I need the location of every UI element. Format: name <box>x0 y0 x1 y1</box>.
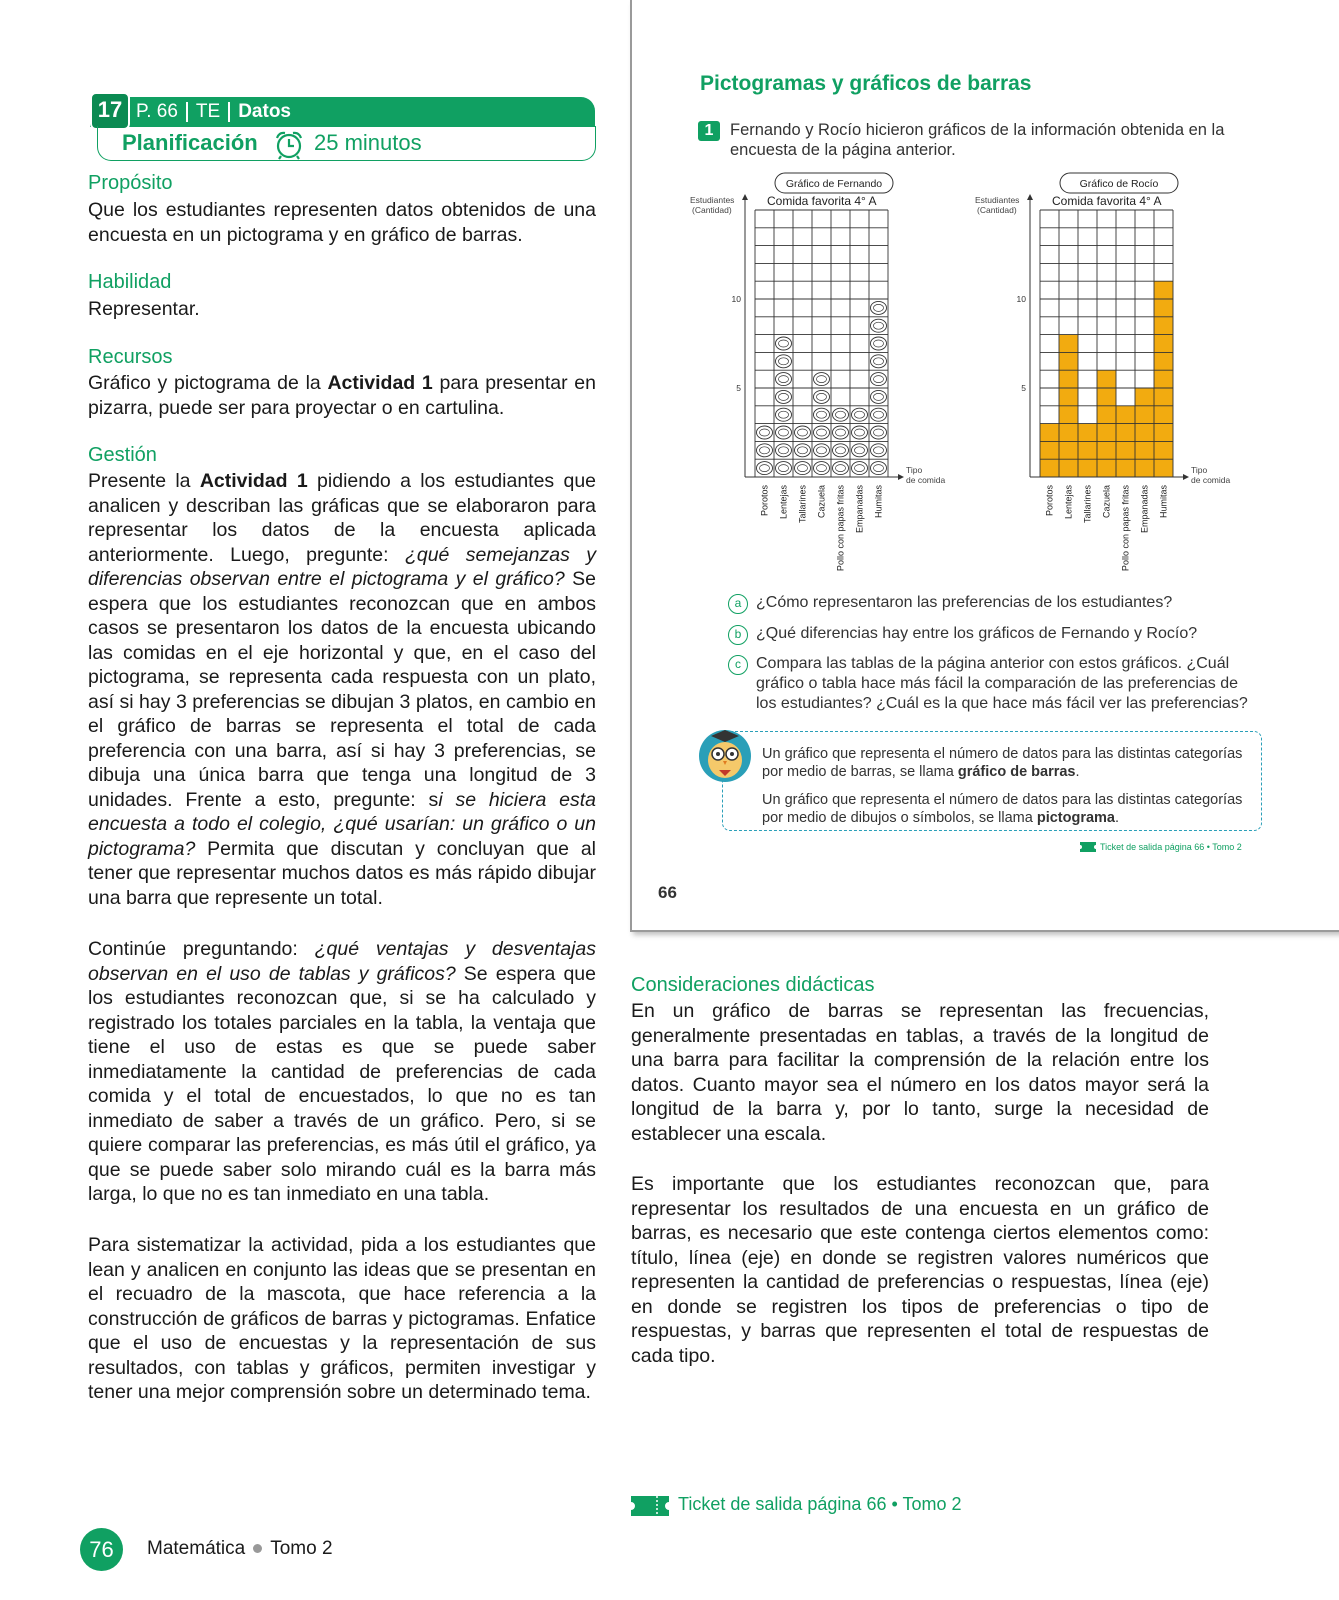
plate-icon <box>871 462 887 475</box>
category-label: Humitas <box>873 485 884 519</box>
bar-porotos <box>1040 424 1059 477</box>
plate-icon <box>814 426 830 439</box>
plate-icon <box>776 444 792 457</box>
habilidad-text: Representar. <box>88 298 200 320</box>
plate-icon <box>814 462 830 475</box>
plate-icon <box>852 444 868 457</box>
plate-icon <box>795 444 811 457</box>
definition-pictogram: Un gráfico que representa el número de datos para las distintas categorías por medio de dibujos o símbolos, se llama pictograma. <box>762 792 1243 826</box>
bar-tallarines <box>1078 424 1097 477</box>
y-axis-label: Estudiantes <box>975 195 1020 205</box>
plate-icon <box>776 337 792 350</box>
ticket-footer: Ticket de salida página 66 • Tomo 2 <box>678 1494 962 1514</box>
plate-icon <box>776 355 792 368</box>
question-a: ¿Cómo representaron las preferencias de los estudiantes? <box>756 594 1173 611</box>
gestion-paragraph-3: Para sistematizar la actividad, pida a los estudiantes que lean y analicen en conjunto las ideas que se presentan en el recuadro de la mascota, que hace referencia a la construcción de gráficos de barras y pictogramas. Enfatice que el uso de encuestas y la representación de sus resultados, con tablas y gráficos, permiten investigar y tener una mejor comprensión sobre un determinado tema. <box>88 1234 596 1403</box>
bar-empanadas <box>1135 388 1154 477</box>
chart-subtitle: Comida favorita 4° A <box>1052 194 1162 208</box>
question-b-marker: b <box>728 625 748 645</box>
footer-text: Matemática Tomo 2 <box>147 1538 333 1559</box>
plate-icon <box>871 337 887 350</box>
category-label: Porotos <box>1044 485 1055 517</box>
plate-icon <box>776 408 792 421</box>
plate-icon <box>833 462 849 475</box>
y-axis-label-2: (Cantidad) <box>692 205 732 215</box>
y-tick-label: 10 <box>731 294 741 304</box>
unit-label: Datos <box>238 101 291 122</box>
category-label: Empanadas <box>854 485 865 534</box>
ticket-small: Ticket de salida página 66 • Tomo 2 <box>1100 842 1242 852</box>
plate-icon <box>852 426 868 439</box>
x-axis-label-2: de comida <box>1191 475 1231 485</box>
recursos-text: Gráfico y pictograma de la Actividad 1 para presentar en pizarra, puede ser para proyectar o en cartulina. <box>88 372 596 419</box>
proposito-text: Que los estudiantes representen datos obtenidos de una encuesta en un pictograma y en gráfico de barras. <box>88 199 596 246</box>
y-axis-label: Estudiantes <box>690 195 735 205</box>
recursos-heading: Recursos <box>88 346 173 368</box>
page-ref: P. 66 <box>136 101 178 122</box>
plate-icon <box>776 426 792 439</box>
y-tick-label: 5 <box>736 383 741 393</box>
category-label: Humitas <box>1158 485 1169 519</box>
y-axis-label-2: (Cantidad) <box>977 205 1017 215</box>
proposito-heading: Propósito <box>88 172 173 194</box>
plate-icon <box>795 462 811 475</box>
plate-icon <box>776 373 792 386</box>
ticket-icon <box>631 1496 669 1516</box>
consideraciones-paragraph-2: Es importante que los estudiantes reconozcan que, para representar los resultados de una encuesta en un gráfico de barras, es necesario que este contenga ciertos elementos como: título, línea (eje) en donde se registren valores numéricos que representen la cantidad de preferencias o respuestas, línea (eje) en donde se registren los tipos de preferencias o tipo de respuestas, y barras que representen el total de respuestas de cada tipo. <box>631 1173 1209 1367</box>
x-axis-arrow <box>1183 474 1189 480</box>
x-axis-label: Tipo <box>1191 465 1208 475</box>
plate-icon <box>795 426 811 439</box>
planning-title: Planificación <box>122 130 258 155</box>
lesson-number: 17 <box>90 92 130 130</box>
category-label: Tallarines <box>1082 485 1093 524</box>
consideraciones-paragraph-1: En un gráfico de barras se representan las frecuencias, generalmente presentadas en tablas, a través de la longitud de una barra para facilitar la comprensión de la relación entre los datos. Cuanto mayor sea el número en los datos mayor será la longitud de la barra y, por lo tanto, surge la necesidad de establecer una escala. <box>631 1000 1209 1145</box>
plate-icon <box>871 301 887 314</box>
activity-number: 1 <box>698 121 720 141</box>
plate-icon <box>776 390 792 403</box>
plate-icon <box>833 444 849 457</box>
plate-icon <box>814 373 830 386</box>
category-label: Porotos <box>759 485 770 517</box>
alarm-clock-icon <box>273 130 305 160</box>
definition-bar-chart: Un gráfico que representa el número de datos para las distintas categorías por medio de barras, se llama gráfico de barras. <box>762 746 1243 780</box>
question-c: Compara las tablas de la página anterior con estos gráficos. ¿Cuál gráfico o tabla hace más fácil la comparación de las preferencias de los estudiantes? ¿Cuál es la que hace más fácil ver las preferencias? <box>756 655 1248 712</box>
question-c-marker: c <box>728 655 748 675</box>
chart-subtitle: Comida favorita 4° A <box>767 194 877 208</box>
gestion-heading: Gestión <box>88 444 157 466</box>
plate-icon <box>871 444 887 457</box>
consideraciones-heading: Consideraciones didácticas <box>631 974 875 996</box>
plate-icon <box>871 319 887 332</box>
habilidad-heading: Habilidad <box>88 271 172 293</box>
question-a-marker: a <box>728 594 748 614</box>
plate-icon <box>871 373 887 386</box>
plate-icon <box>757 444 773 457</box>
plate-icon <box>814 444 830 457</box>
te-label: TE <box>195 101 221 122</box>
x-axis-label-2: de comida <box>906 475 946 485</box>
activity-text: Fernando y Rocío hicieron gráficos de la información obtenida en la encuesta de la página anterior. <box>730 121 1225 159</box>
question-b: ¿Qué diferencias hay entre los gráficos de Fernando y Rocío? <box>756 625 1198 642</box>
plate-icon <box>871 390 887 403</box>
textbook-page-number: 66 <box>658 883 677 902</box>
plate-icon <box>814 408 830 421</box>
rocio-chart <box>975 170 1265 595</box>
y-axis-arrow <box>742 194 748 200</box>
category-label: Pollo con papas fritas <box>835 485 846 572</box>
page-number: 76 <box>80 1528 123 1571</box>
gestion-paragraph-2: Continúe preguntando: ¿qué ventajas y desventajas observan en el uso de tablas y gráficos? Se espera que los estudiantes reconozcan que, si se ha calculado y registrado los totales parciales en la tabla, la ventaja que tiene el uso de estas es que se puede saber inmediatamente la cantidad de preferencias de cada comida y el total de encuestados, lo que no es tan inmediato de saber a través de un gráfico. Pero, si se quiere comparar las preferencias, es más útil el gráfico, ya que se puede saber solo mirando cuál es la barra más larga, lo que no es tan inmediato en una tabla. <box>88 938 596 1205</box>
plate-icon <box>871 408 887 421</box>
plate-icon <box>852 462 868 475</box>
plate-icon <box>871 426 887 439</box>
bar-humitas <box>1154 281 1173 477</box>
textbook-title: Pictogramas y gráficos de barras <box>700 72 1032 95</box>
x-axis-label: Tipo <box>906 465 923 475</box>
plate-icon <box>757 426 773 439</box>
category-label: Cazuela <box>816 485 827 519</box>
category-label: Tallarines <box>797 485 808 524</box>
category-label: Empanadas <box>1139 485 1150 534</box>
fernando-chart <box>690 170 970 595</box>
category-label: Pollo con papas fritas <box>1120 485 1131 572</box>
planning-duration: 25 minutos <box>314 130 422 155</box>
plate-icon <box>871 355 887 368</box>
plate-icon <box>757 462 773 475</box>
ticket-icon <box>1080 842 1096 852</box>
y-tick-label: 5 <box>1021 383 1026 393</box>
gestion-paragraph-1: Presente la Actividad 1 pidiendo a los estudiantes que analicen y describan las gráficas que se elaboraron para representar los datos de la encuesta aplicada anteriormente. Luego, pregunte: ¿qué semejanzas y diferencias observan entre el pictograma y el gráfico? Se espera que los estudiantes reconozcan que en ambos casos se presentaron los datos de la encuesta ubicando las comidas en el eje horizontal y que, en el caso del pictograma, se representa cada respuesta con un plato, así si hay 3 preferencias se dibujan 3 platos, en cambio en el gráfico de barras se representa el total de cada preferencia con una barra, así si hay 3 preferencias, se dibuja una única barra que tenga una longitud de 3 unidades. Frente a esto, pregunte: si se hiciera esta encuesta a todo el colegio, ¿qué usarían: un gráfico o un pictograma? Permita que discutan y concluyan que al tener que representar muchos datos es más rápido dibujar una barra que represente un total. <box>88 470 597 909</box>
plate-icon <box>776 462 792 475</box>
owl-mascot-icon <box>696 724 754 784</box>
chart-title: Gráfico de Fernando <box>785 178 883 190</box>
category-label: Lentejas <box>778 485 789 520</box>
category-label: Cazuela <box>1101 485 1112 519</box>
category-label: Lentejas <box>1063 485 1074 520</box>
y-axis-arrow <box>1027 194 1033 200</box>
plate-icon <box>833 426 849 439</box>
y-tick-label: 10 <box>1016 294 1026 304</box>
plate-icon <box>833 408 849 421</box>
chart-title: Gráfico de Rocío <box>1079 178 1159 190</box>
plate-icon <box>852 408 868 421</box>
header-info <box>136 101 291 123</box>
x-axis-arrow <box>898 474 904 480</box>
plate-icon <box>814 390 830 403</box>
